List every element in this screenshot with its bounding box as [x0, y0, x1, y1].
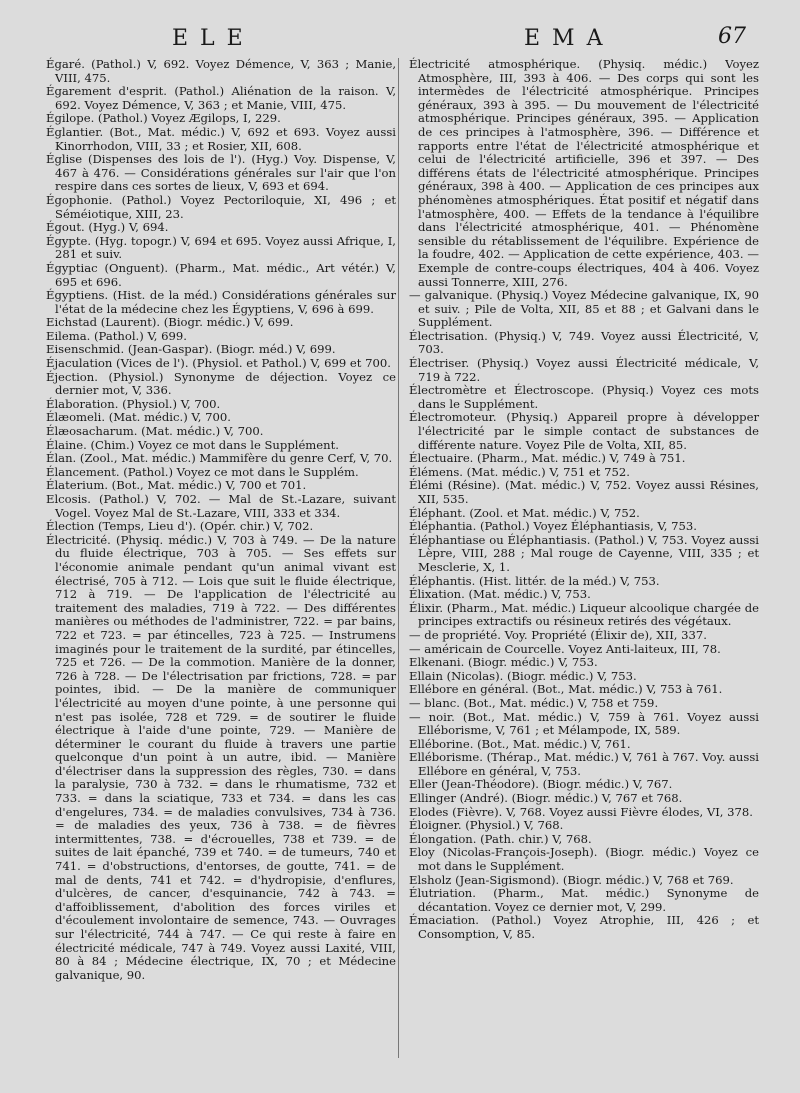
index-entry: Elléborisme. (Thérap., Mat. médic.) V, 761 à 767. Voy. aussi Ellébore en général, V, 753.	[409, 750, 759, 778]
index-entry: — galvanique. (Physiq.) Voyez Médecine galvanique, IX, 90 et suiv. ; Pile de Volta, XII, 85 et 88 ; et Galvani dans le Supplément.	[409, 288, 759, 330]
index-entry: Électromoteur. (Physiq.) Appareil propre à développer l'électricité par le simple contact de substances de différente nature. Voyez Pile de Volta, XII, 85.	[409, 410, 759, 452]
index-entry: — américain de Courcelle. Voyez Anti-laiteux, III, 78.	[409, 641, 721, 656]
index-entry: Émaciation. (Pathol.) Voyez Atrophie, III, 426 ; et Consomption, V, 85.	[409, 913, 759, 941]
index-entry: Élaine. (Chim.) Voyez ce mot dans le Supplément.	[46, 437, 339, 452]
index-entry: Électricité. (Physiq. médic.) V, 703 à 749. — De la nature du fluide électrique, 703 à 705. — Ses effets sur l'économie animale pendant qu'un animal vivant est électrisé, 705 à 712. — Lois que suit le fluide électrique, 712 à 719. — De l'application de l'électricité au traitement des maladies, 719 à 722. — Des différentes manières ou méthodes de l'administrer, 722. = par bains, 722 et 723. = par étincelles, 723 à 725. — Instrumens imaginés pour le traitement de la surdité, par étincelles, 725 et 726. — De la commotion. Manière de la donner, 726 à 728. — De l'électrisation par frictions, 728. = par pointes, ibid. — De la manière de communiquer l'électricité au moyen d'une pointe, à une personne qui n'est pas isolée, 728 et 729. = de soutirer le fluide électrique à l'aide d'une pointe, 729. — Manière de déterminer le courant du fluide à travers une partie quelconque d'un point à un autre, ibid. — Manière d'électriser dans la suppression des règles, 730. = dans la paralysie, 730 à 732. = dans le rhumatisme, 732 et 733. = dans la sciatique, 733 et 734. = dans les cas d'engelures, 734. = de maladies convulsives, 734 à 736. = de maladies des yeux, 736 à 738. = de fièvres intermittentes, 738. = d'écrouelles, 738 et 739. = de suites de lait épanché, 739 et 740. = de tumeurs, 740 et 741. = d'obstructions, d'entorses, de goutte, 741. = de mal de dents, 741 et 742. = d'hydropisie, d'enflures, d'ulcères, de cancer, d'esquinancie, 742 à 743. = d'affoiblissement, d'abolition des forces viriles et d'écoulement involontaire de semence, 743. — Ouvrages sur l'électricité, 744 à 747. — Ce qui reste à faire en électricité médicale, 747 à 749. Voyez aussi Laxité, VIII, 80 à 84 ; Médecine électrique, IX, 70 ; et Médecine galvanique, 90.	[46, 532, 396, 982]
index-entry: Élæomeli. (Mat. médic.) V, 700.	[46, 410, 231, 425]
index-entry: Élixation. (Mat. médic.) V, 753.	[409, 587, 591, 602]
index-entry: Église (Dispenses des lois de l'). (Hyg.) Voy. Dispense, V, 467 à 476. — Considérations générales sur l'air que l'on respire dans ces sortes de lieux, V, 693 et 694.	[46, 152, 396, 194]
index-entry: Égyptiac (Onguent). (Pharm., Mat. médic., Art vétér.) V, 695 et 696.	[46, 260, 396, 289]
index-entry: Élection (Temps, Lieu d'). (Opér. chir.) V, 702.	[46, 519, 314, 534]
index-entry: Elodes (Fièvre). V, 768. Voyez aussi Fièvre élodes, VI, 378.	[409, 804, 753, 819]
index-entry: Électrisation. (Physiq.) V, 749. Voyez aussi Électricité, V, 703.	[409, 328, 759, 357]
index-entry: Ellébore en général. (Bot., Mat. médic.) V, 753 à 761.	[409, 682, 723, 697]
index-entry: Eichstad (Laurent). (Biogr. médic.) V, 699.	[46, 315, 294, 330]
column-rule	[398, 58, 399, 1058]
index-entry: Élémens. (Mat. médic.) V, 751 et 752.	[409, 464, 630, 479]
index-entry: Ellain (Nicolas). (Biogr. médic.) V, 753.	[409, 668, 637, 683]
index-entry: Électromètre et Électroscope. (Physiq.) Voyez ces mots dans le Supplément.	[409, 383, 759, 411]
index-entry: Elsholz (Jean-Sigismond). (Biogr. médic.) V, 768 et 769.	[409, 872, 734, 887]
index-entry: Élixir. (Pharm., Mat. médic.) Liqueur alcoolique chargée de principes extractifs ou résineux retirés des végétaux.	[409, 600, 759, 629]
index-entry: Éléphantiase ou Éléphantiasis. (Pathol.) V, 753. Voyez aussi Lèpre, VIII, 288 ; Mal rouge de Cayenne, VIII, 335 ; et Mesclerie, X, 1.	[409, 532, 759, 574]
index-entry: Électricité atmosphérique. (Physiq. médic.) Voyez Atmosphère, III, 393 à 406. — Des corps qui sont les intermèdes de l'électricité atmosphérique. Principes généraux, 393 à 395. — Du mouvement de l'électricité atmosphérique. Principes généraux, 395. — Application de ces principes à l'atmosphère, 396. — Différence et rapports entre l'état de l'électricité atmosphérique et celui de l'électricité artificielle, 396 et 397. — Des différens états de l'électricité atmosphérique. Principes généraux, 398 à 400. — Application de ces principes aux phénomènes atmosphériques. État positif et négatif dans l'atmosphère, 400. — Effets de la tendance à l'équilibre dans l'électricité atmosphérique, 401. — Phénomène sensible du rétablissement de l'équilibre. Expérience de la foudre, 402. — Application de cette expérience, 403. — Exemple de contre-coups électriques, 404 à 406. Voyez aussi Tonnerre, XIII, 276.	[409, 57, 759, 289]
index-entry: Églantier. (Bot., Mat. médic.) V, 692 et 693. Voyez aussi Kinorrhodon, VIII, 33 ; et Rosier, XII, 608.	[46, 124, 396, 153]
index-entry: Égarement d'esprit. (Pathol.) Aliénation de la raison. V, 692. Voyez Démence, V, 363 ; et Manie, VIII, 475.	[46, 84, 396, 112]
index-entry: Éléphantis. (Hist. littér. de la méd.) V, 753.	[409, 573, 660, 588]
running-header	[0, 14, 800, 54]
right-column	[409, 58, 759, 942]
header-left: ELE	[172, 26, 255, 51]
index-entry: Élancement. (Pathol.) Voyez ce mot dans le Supplém.	[46, 464, 359, 479]
header-right: EMA	[524, 26, 615, 51]
index-entry: Égout. (Hyg.) V, 694.	[46, 220, 169, 235]
index-entry: Elkenani. (Biogr. médic.) V, 753.	[409, 655, 598, 670]
index-entry: — noir. (Bot., Mat. médic.) V, 759 à 761. Voyez aussi Elléborisme, V, 761 ; et Mélampode, IX, 589.	[409, 709, 759, 738]
index-entry: Elléborine. (Bot., Mat. médic.) V, 761.	[409, 736, 631, 751]
index-entry: Égaré. (Pathol.) V, 692. Voyez Démence, V, 363 ; Manie, VIII, 475.	[46, 57, 396, 85]
index-entry: Élongation. (Path. chir.) V, 768.	[409, 831, 592, 846]
index-entry: Élutriation. (Pharm., Mat. médic.) Synonyme de décantation. Voyez ce dernier mot, V, 299.	[409, 886, 759, 914]
index-entry: Éléphant. (Zool. et Mat. médic.) V, 752.	[409, 505, 640, 520]
index-entry: Élaboration. (Physiol.) V, 700.	[46, 396, 221, 411]
index-entry: Éléphantia. (Pathol.) Voyez Éléphantiasis, V, 753.	[409, 519, 697, 534]
index-entry: Élæosacharum. (Mat. médic.) V, 700.	[46, 424, 264, 439]
index-entry: Élémi (Résine). (Mat. médic.) V, 752. Voyez aussi Résines, XII, 535.	[409, 478, 759, 506]
index-entry: Électriser. (Physiq.) Voyez aussi Électricité médicale, V, 719 à 722.	[409, 356, 759, 384]
index-entry: Ellinger (André). (Biogr. médic.) V, 767 et 768.	[409, 791, 683, 806]
index-entry: Eller (Jean-Théodore). (Biogr. médic.) V, 767.	[409, 777, 673, 792]
index-entry: Élan. (Zool., Mat. médic.) Mammifère du genre Cerf, V, 70.	[46, 451, 393, 466]
index-entry: Eisenschmid. (Jean-Gaspar). (Biogr. méd.) V, 699.	[46, 342, 336, 357]
index-entry: Elcosis. (Pathol.) V, 702. — Mal de St.-Lazare, suivant Vogel. Voyez Mal de St.-Lazare, VIII, 333 et 334.	[46, 492, 396, 520]
index-entry: — de propriété. Voy. Propriété (Élixir de), XII, 337.	[409, 627, 707, 642]
page-number: 67	[718, 24, 746, 49]
index-entry: Égypte. (Hyg. topogr.) V, 694 et 695. Voyez aussi Afrique, I, 281 et suiv.	[46, 233, 396, 262]
index-entry: Égophonie. (Pathol.) Voyez Pectoriloquie, XI, 496 ; et Séméiotique, XIII, 23.	[46, 192, 396, 221]
index-entry: Égilope. (Pathol.) Voyez Ægilops, I, 229.	[46, 111, 281, 126]
index-entry: Électuaire. (Pharm., Mat. médic.) V, 749 à 751.	[409, 451, 686, 466]
index-entry: Éjaculation (Vices de l'). (Physiol. et Pathol.) V, 699 et 700.	[46, 356, 391, 371]
left-column	[46, 58, 396, 982]
index-entry: Eilema. (Pathol.) V, 699.	[46, 328, 187, 343]
index-entry: — blanc. (Bot., Mat. médic.) V, 758 et 759.	[409, 695, 659, 710]
index-entry: Eloy (Nicolas-François-Joseph). (Biogr. médic.) Voyez ce mot dans le Supplément.	[409, 845, 759, 874]
index-entry: Élaterium. (Bot., Mat. médic.) V, 700 et 701.	[46, 478, 307, 493]
index-entry: Éjection. (Physiol.) Synonyme de déjection. Voyez ce dernier mot, V, 336.	[46, 369, 396, 398]
index-entry: Éloigner. (Physiol.) V, 768.	[409, 818, 564, 833]
index-entry: Égyptiens. (Hist. de la méd.) Considérations générales sur l'état de la médecine chez les Égyptiens, V, 696 à 699.	[46, 288, 396, 316]
